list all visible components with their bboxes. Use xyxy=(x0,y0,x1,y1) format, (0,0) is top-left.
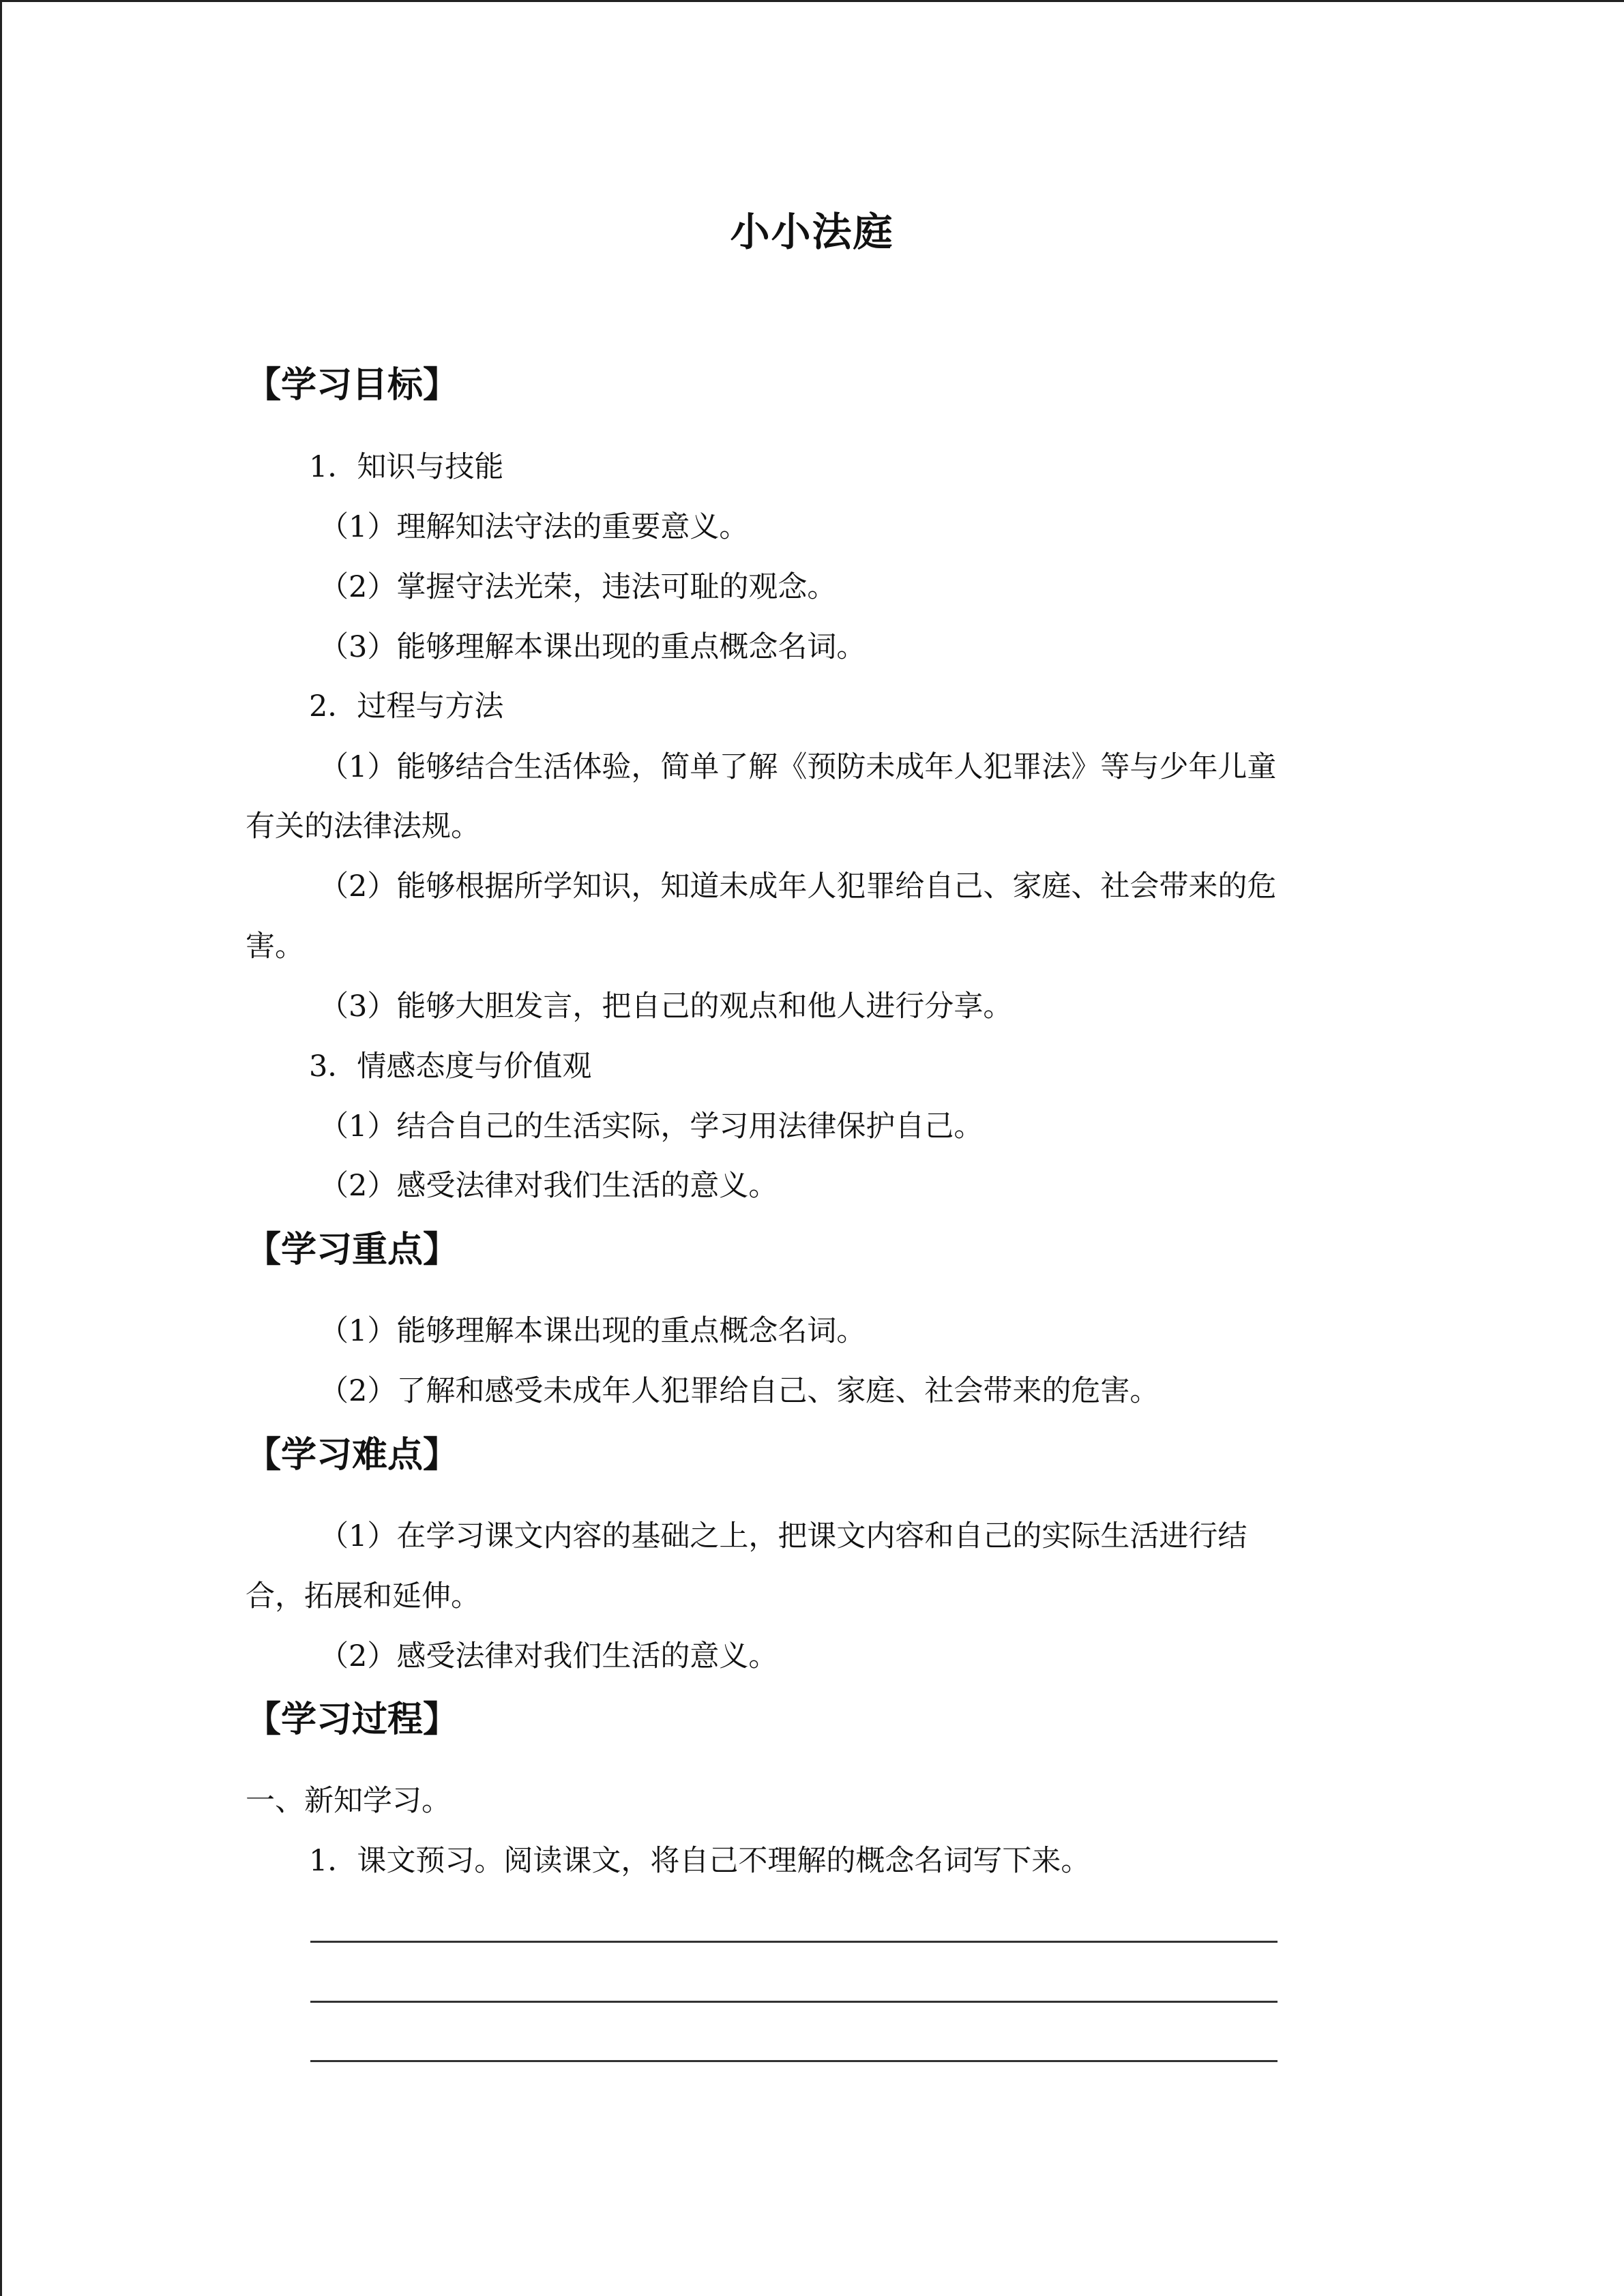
objective-process-label: 2．过程与方法 xyxy=(309,689,504,724)
key-point-item-1: （1）能够理解本课出现的重点概念名词。 xyxy=(319,1314,866,1348)
objective-attitude-item-2: （2）感受法律对我们生活的意义。 xyxy=(319,1169,778,1203)
answer-line-1[interactable] xyxy=(310,1941,1278,1943)
objective-process-item-1-line-1: （1）能够结合生活体验，简单了解《预防未成年人犯罪法》等与少年儿童 xyxy=(319,750,1277,784)
key-point-item-2: （2）了解和感受未成年人犯罪给自己、家庭、社会带来的危害。 xyxy=(319,1374,1160,1408)
difficulty-item-2: （2）感受法律对我们生活的意义。 xyxy=(319,1639,778,1673)
page-top-border xyxy=(0,0,1624,2)
objective-knowledge-label: 1．知识与技能 xyxy=(309,450,504,484)
process-task-1: 1．课文预习。阅读课文，将自己不理解的概念名词写下来。 xyxy=(309,1844,1091,1878)
objective-process-item-1-line-2: 有关的法律法规。 xyxy=(246,809,480,844)
process-part-1-label: 一、新知学习。 xyxy=(246,1784,451,1818)
answer-line-2[interactable] xyxy=(310,2001,1278,2003)
difficulty-item-1-line-1: （1）在学习课文内容的基础之上，把课文内容和自己的实际生活进行结 xyxy=(319,1519,1247,1553)
difficulty-item-1-line-2: 合，拓展和延伸。 xyxy=(246,1579,480,1613)
objective-knowledge-item-2: （2）掌握守法光荣，违法可耻的观念。 xyxy=(319,570,837,604)
page-left-border xyxy=(0,0,2,2296)
objective-knowledge-item-3: （3）能够理解本课出现的重点概念名词。 xyxy=(319,630,866,664)
heading-key-points: 【学习重点】 xyxy=(246,1229,459,1270)
objective-process-item-2-line-1: （2）能够根据所学知识，知道未成年人犯罪给自己、家庭、社会带来的危 xyxy=(319,869,1277,904)
heading-learning-objectives: 【学习目标】 xyxy=(246,365,459,406)
document-title: 小小法庭 xyxy=(730,209,894,255)
objective-knowledge-item-1: （1）理解知法守法的重要意义。 xyxy=(319,510,749,544)
answer-line-3[interactable] xyxy=(310,2060,1278,2062)
objective-attitude-item-1: （1）结合自己的生活实际，学习用法律保护自己。 xyxy=(319,1109,984,1144)
objective-attitude-label: 3．情感态度与价值观 xyxy=(309,1049,592,1084)
objective-process-item-3: （3）能够大胆发言，把自己的观点和他人进行分享。 xyxy=(319,989,1013,1024)
objective-process-item-2-line-2: 害。 xyxy=(246,929,304,964)
heading-difficulties: 【学习难点】 xyxy=(246,1435,459,1476)
heading-learning-process: 【学习过程】 xyxy=(246,1699,459,1740)
